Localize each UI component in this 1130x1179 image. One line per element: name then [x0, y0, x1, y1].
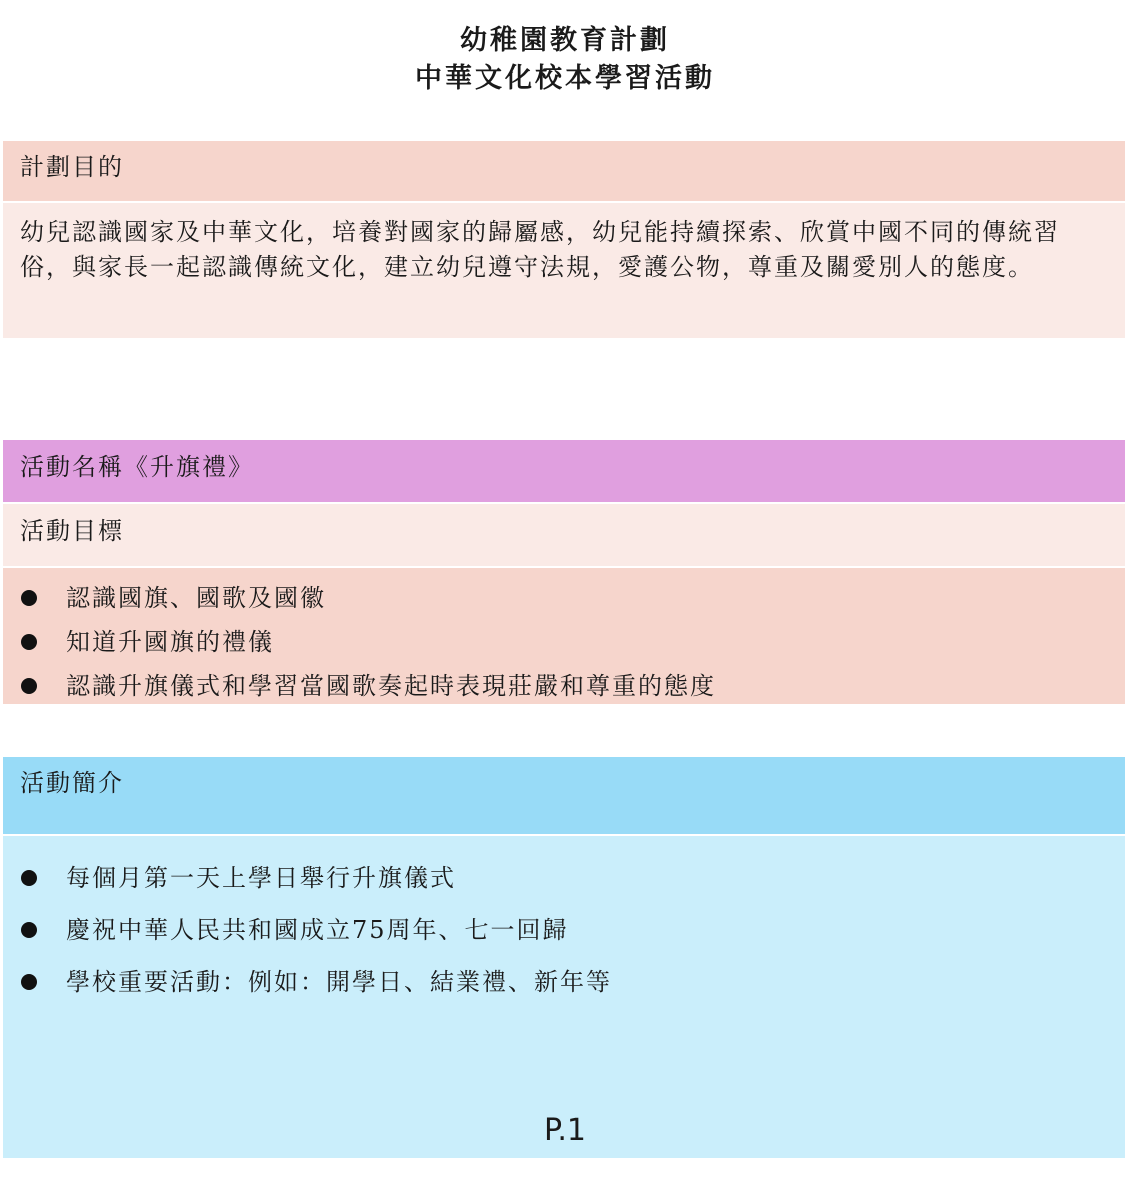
goal-text: 知道升國旗的禮儀: [66, 628, 274, 656]
activity-intro-heading: 活動簡介: [3, 757, 1125, 834]
intro-text: 慶祝中華人民共和國成立75周年、七一回歸: [66, 916, 569, 944]
intro-text: 每個月第一天上學日舉行升旗儀式: [66, 864, 456, 892]
list-item: [20, 956, 1125, 1008]
bullet-icon: [21, 634, 37, 650]
list-item: [20, 664, 1125, 708]
activity-goals-section: [3, 568, 1125, 704]
bullet-icon: [21, 678, 37, 694]
bullet-icon: [21, 974, 37, 990]
purpose-body: 幼兒認識國家及中華文化，培養對國家的歸屬感，幼兒能持續探索、欣賞中國不同的傳統習俗，與家長一起認識傳統文化，建立幼兒遵守法規，愛護公物，尊重及關愛別人的態度。: [3, 203, 1125, 338]
list-item: [20, 620, 1125, 664]
activity-goals-list: [20, 576, 1125, 708]
activity-intro-list: [20, 852, 1125, 1008]
goal-text: 認識升旗儀式和學習當國歌奏起時表現莊嚴和尊重的態度: [66, 672, 716, 700]
activity-intro-section: [3, 836, 1125, 1158]
list-item: [20, 904, 1125, 956]
intro-text: 學校重要活動：例如：開學日、結業禮、新年等: [66, 968, 612, 996]
page-number: P.1: [543, 1113, 587, 1148]
activity-goals-heading: 活動目標: [3, 504, 1125, 566]
bullet-icon: [21, 590, 37, 606]
list-item: [20, 852, 1125, 904]
bullet-icon: [21, 922, 37, 938]
activity-name-heading: 活動名稱《升旗禮》: [3, 440, 1125, 502]
bullet-icon: [21, 870, 37, 886]
purpose-heading: 計劃目的: [3, 141, 1125, 201]
document-title: 幼稚園教育計劃: [460, 25, 670, 56]
list-item: [20, 576, 1125, 620]
goal-text: 認識國旗、國歌及國徽: [66, 584, 326, 612]
document-subtitle: 中華文化校本學習活動: [415, 63, 715, 94]
